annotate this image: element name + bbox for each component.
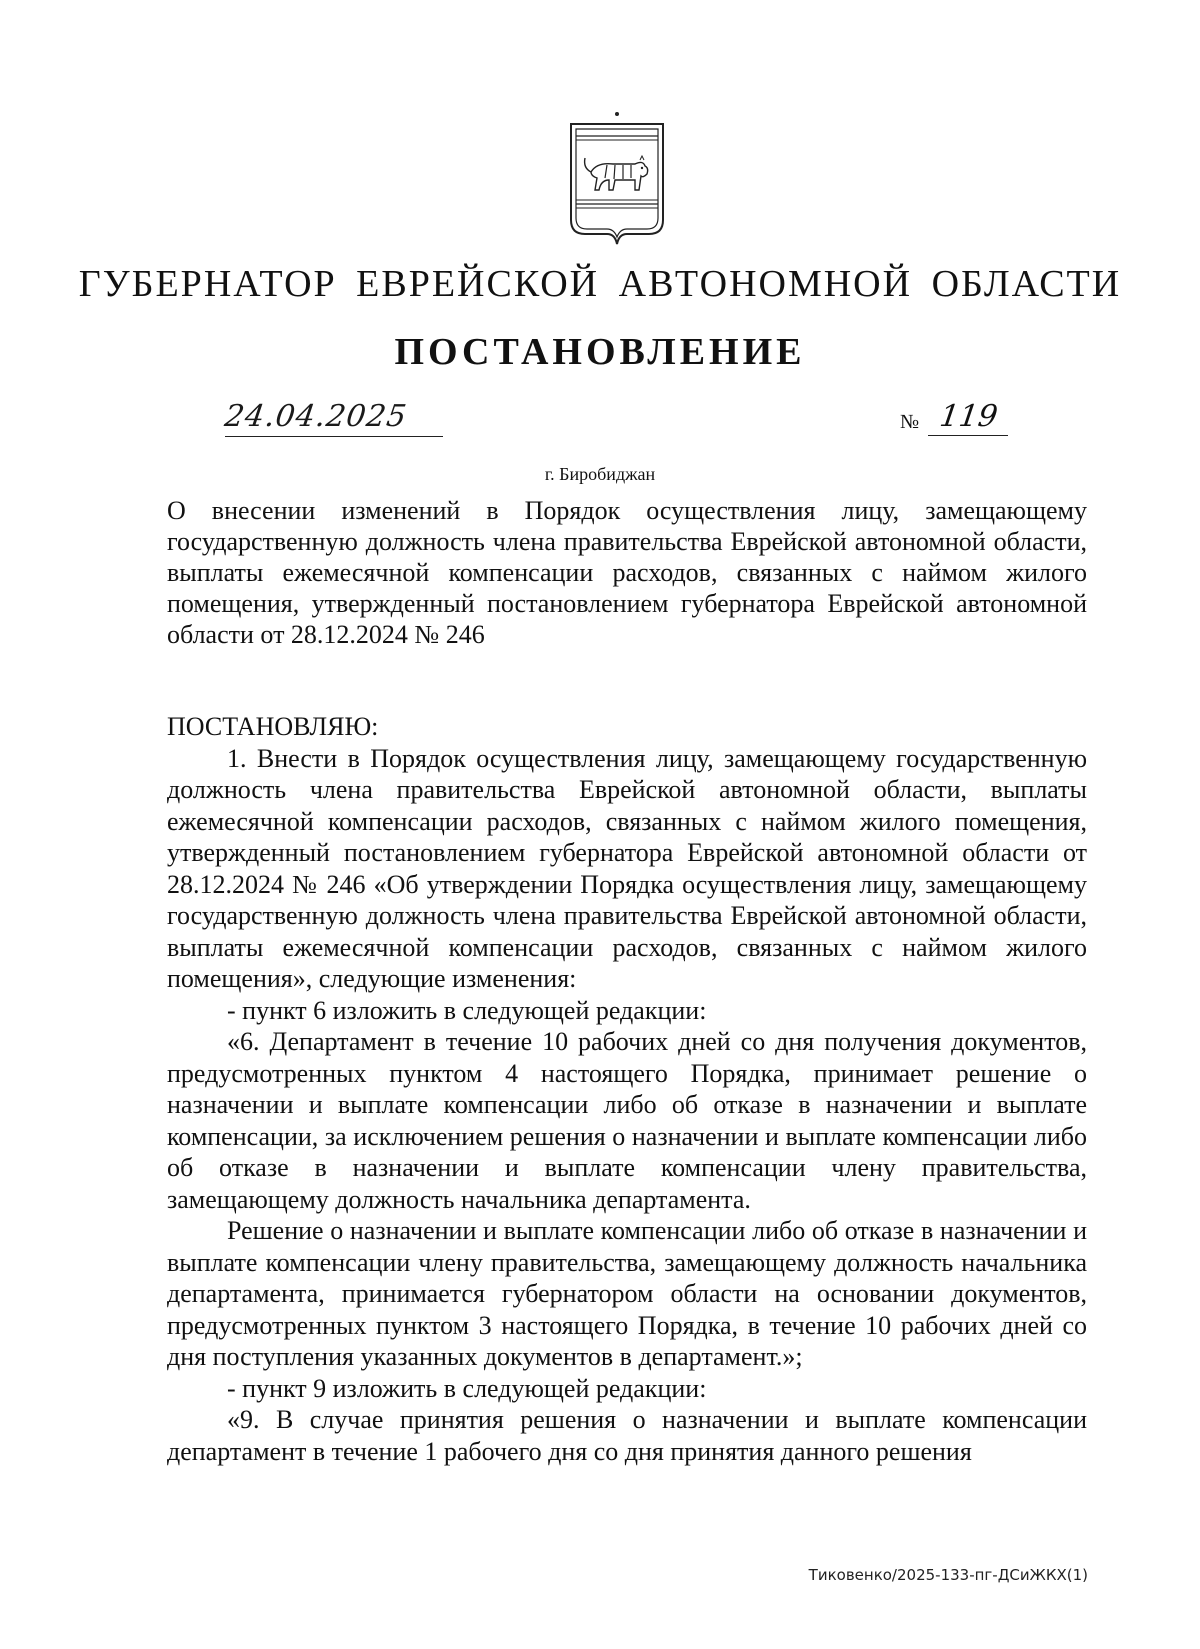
handwritten-number: 119 <box>937 399 1000 434</box>
document-subject: О внесении изменений в Порядок осуществления лицу, замещающему государственную должность члена правительства Еврейской автономной области, выплаты ежемесячной компенсации расходов, связанных с наймом жилого помещения, утвержденный постановлением губернатора Еврейской автономной области от 28.12.2024 № 246 <box>167 496 1087 649</box>
coat-of-arms-emblem <box>557 110 677 250</box>
document-body <box>167 711 1087 1467</box>
handwritten-date: 24.04.2025 <box>222 399 410 434</box>
body-paragraph: 1. Внести в Порядок осуществления лицу, замещающему государственную должность члена правительства Еврейской автономной области, выплаты ежемесячной компенсации расходов, связанных с наймом жилого помещения, утвержденный постановлением губернатора Еврейской автономной области от 28.12.2024 № 246 «Об утверждении Порядка осуществления лицу, замещающему государственную должность члена правительства Еврейской автономной области, выплаты ежемесячной компенсации расходов, связанных с наймом жилого помещения», следующие изменения: <box>167 743 1087 993</box>
footer-reference: Тиковенко/2025-133-пг-ДСиЖКХ(1) <box>808 1566 1088 1584</box>
tiger-shield-icon <box>557 110 677 250</box>
body-paragraph: - пункт 6 изложить в следующей редакции: <box>227 995 707 1025</box>
number-label: № <box>900 411 920 433</box>
body-paragraph: «9. В случае принятия решения о назначении и выплате компенсации департамент в течение 1 рабочего дня со дня принятия данного решения <box>167 1405 1087 1466</box>
document-type-title: ПОСТАНОВЛЕНИЕ <box>394 331 806 373</box>
number-line <box>928 397 1008 436</box>
number-field <box>900 398 1010 438</box>
date-field <box>222 392 443 437</box>
decree-word: ПОСТАНОВЛЯЮ: <box>167 712 379 741</box>
body-paragraph: - пункт 9 изложить в следующей редакции: <box>227 1373 707 1403</box>
city-name: г. Биробиджан <box>544 464 656 484</box>
body-paragraph: Решение о назначении и выплате компенсации либо об отказе в назначении и выплате компенсации члену правительства, замещающему должность начальника департамента, принимается губернатором области на основании документов, предусмотренных пунктом 3 настоящего Порядка, в течение 10 рабочих дней со дня поступления указанных документов в департамент.»; <box>167 1216 1087 1371</box>
body-paragraph: «6. Департамент в течение 10 рабочих дней со дня получения документов, предусмотренных пунктом 4 настоящего Порядка, принимает решение о назначении и выплате компенсации либо об отказе в назначении и выплате компенсации, за исключением решения о назначении и выплате компенсации либо об отказе в назначении и выплате компенсации члену правительства, замещающему должность начальника департамента. <box>167 1027 1087 1214</box>
issuing-authority: ГУБЕРНАТОР ЕВРЕЙСКОЙ АВТОНОМНОЙ ОБЛАСТИ <box>78 263 1122 305</box>
